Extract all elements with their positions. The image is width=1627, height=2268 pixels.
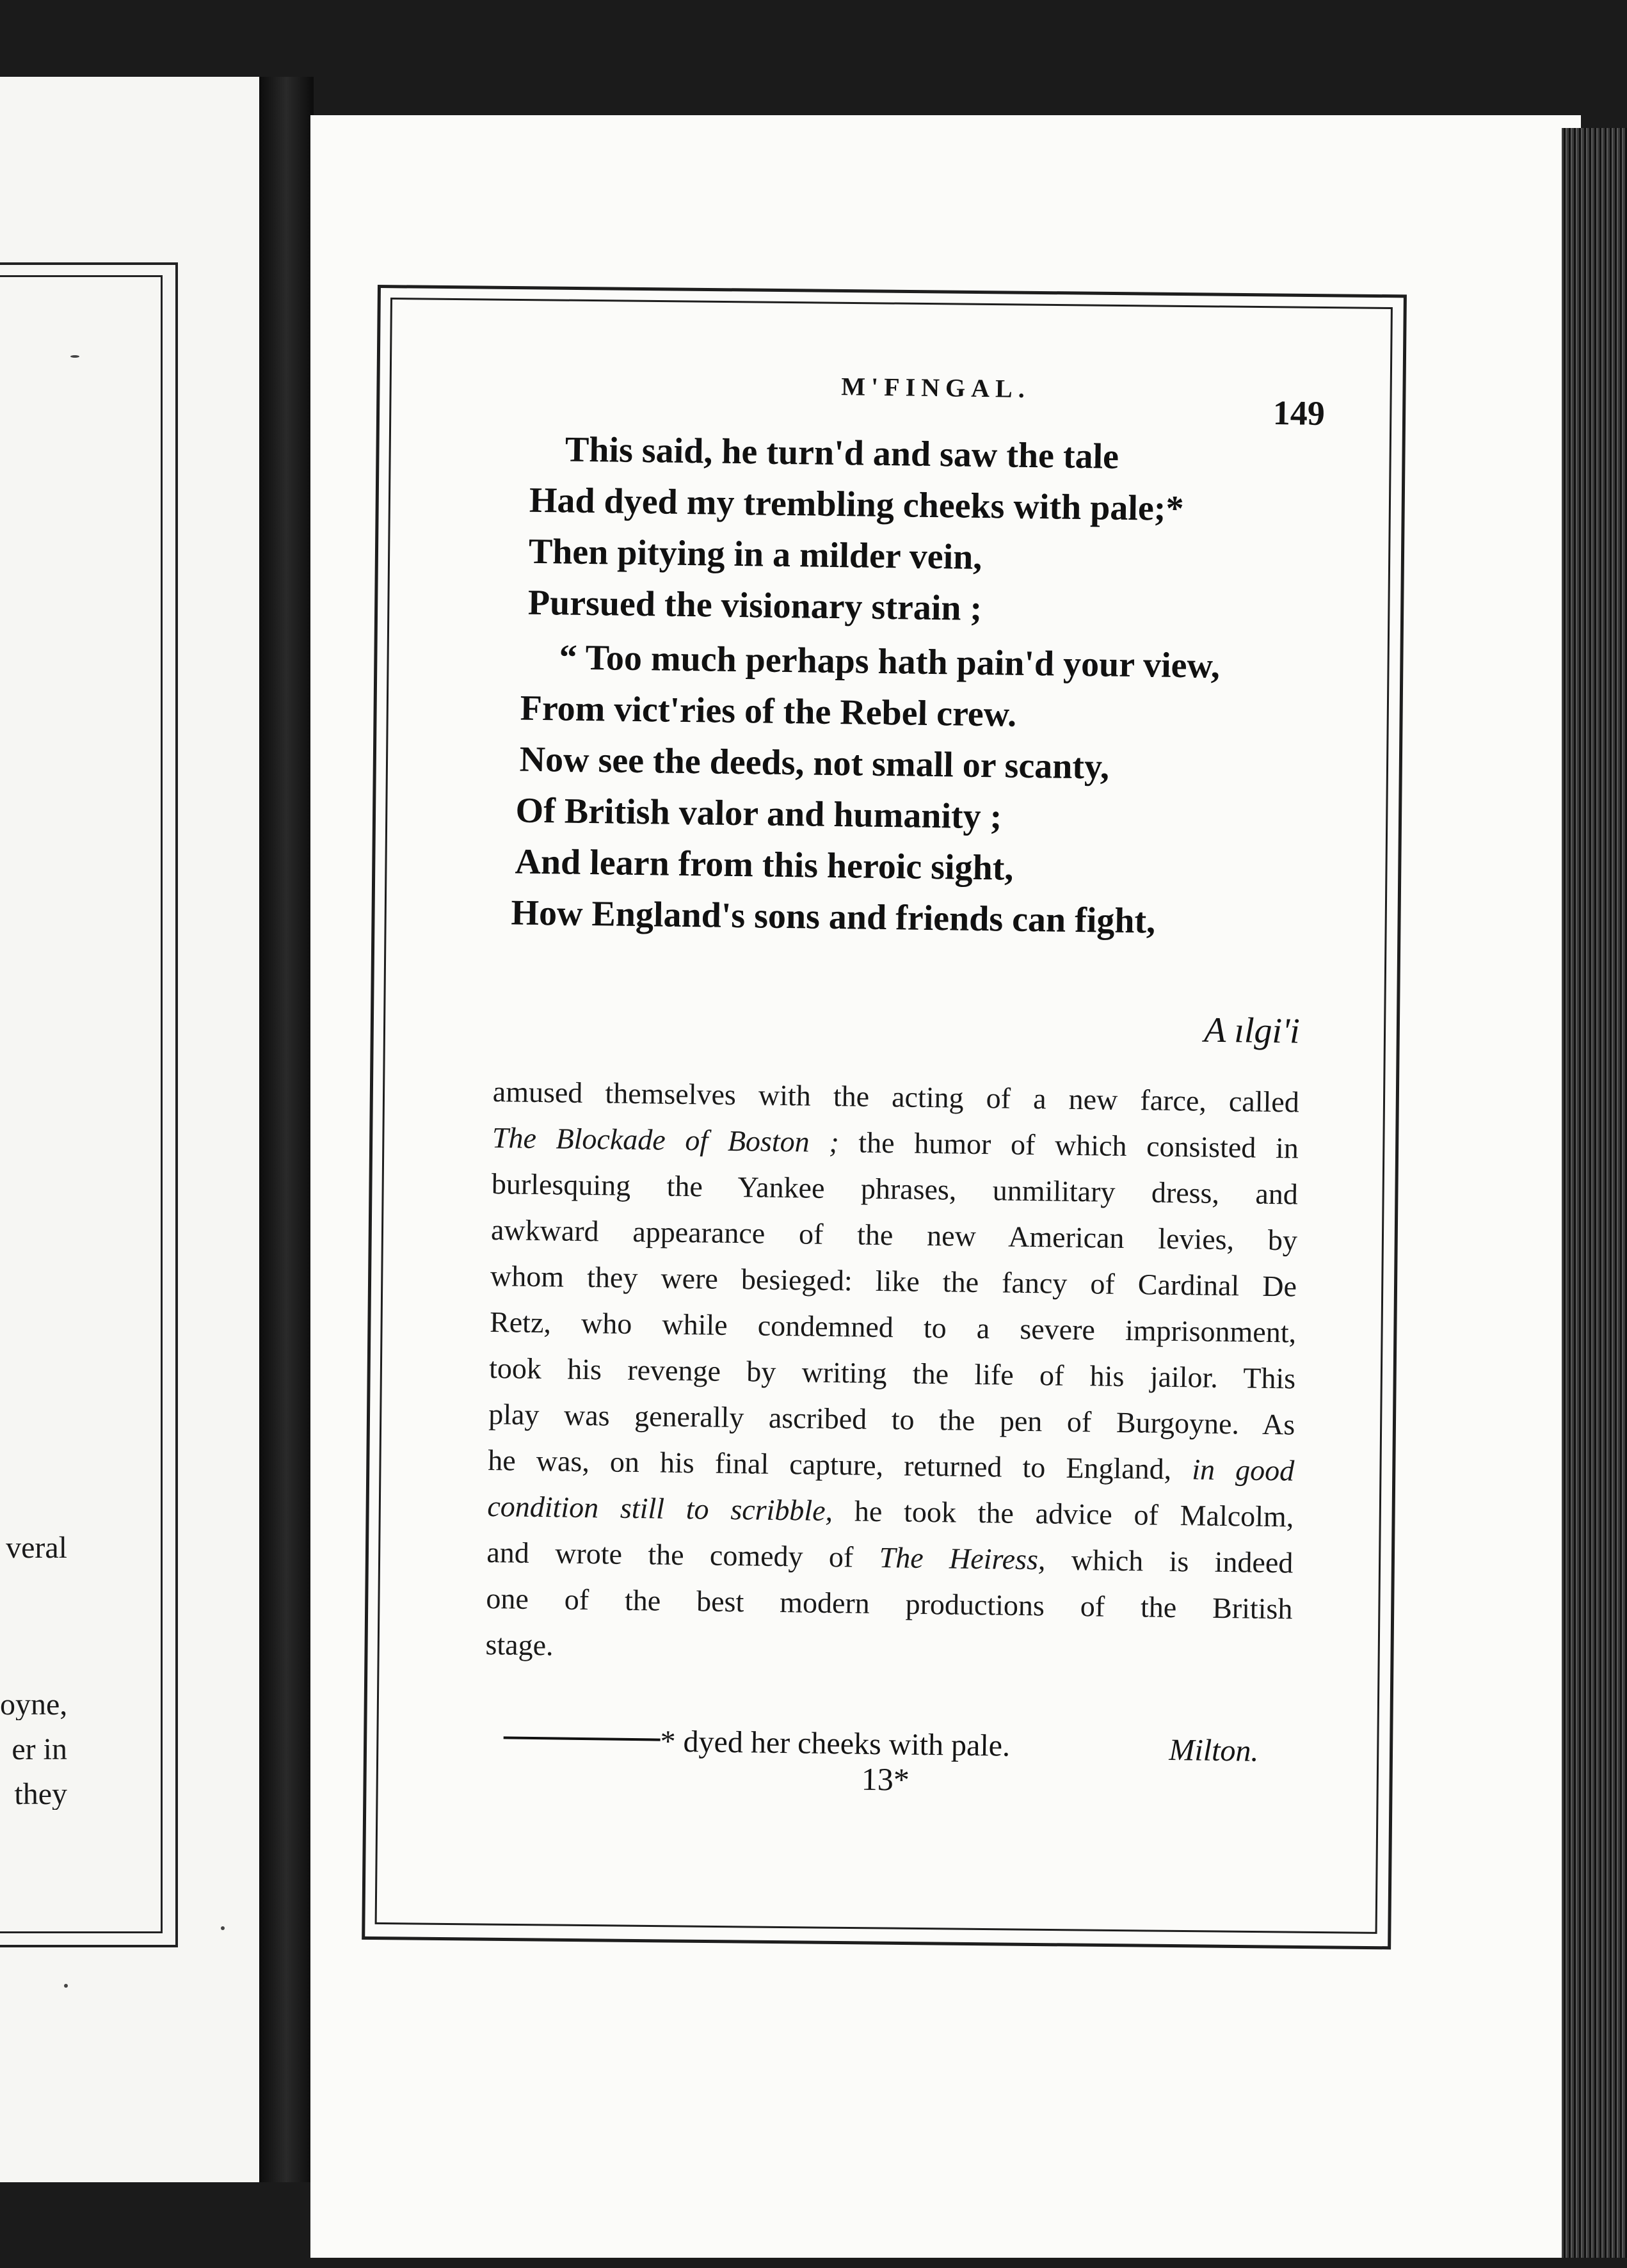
italic-title: The Blockade of Boston ; xyxy=(492,1121,840,1159)
ink-speck xyxy=(64,1984,68,1988)
note-line: whom they were besieged: like the fancy of Cardinal De xyxy=(490,1259,1297,1303)
verse-line: And learn from this heroic sight, xyxy=(515,842,1014,888)
note-line: The Blockade of Boston ; the humor of which consisted in xyxy=(492,1121,1299,1165)
running-head: M'FINGAL. xyxy=(841,372,1031,403)
verse-line: This said, he turn'd and saw the tale xyxy=(565,429,1119,477)
catchword: A ılgi'i xyxy=(1203,1010,1301,1051)
verse-line: Now see the deeds, not small or scanty, xyxy=(519,739,1110,787)
footnote-source: Milton. xyxy=(1169,1732,1259,1768)
footnote-rule xyxy=(504,1736,661,1741)
italic-phrase: condition still to scribble, xyxy=(487,1490,833,1528)
verse-line: Had dyed my trembling cheeks with pale;* xyxy=(529,480,1184,529)
note-line: condition still to scribble, he took the advice of Malcolm, xyxy=(487,1490,1294,1533)
note-line: amused themselves with the acting of a new farce, called xyxy=(492,1075,1300,1119)
facing-page-text-fragment: veral xyxy=(6,1533,67,1563)
note-line: took his revenge by writing the life of his jailor. This xyxy=(488,1352,1296,1395)
verse-line: Pursued the visionary strain ; xyxy=(527,582,982,628)
verse-line: “ Too much perhaps hath pain'd your view, xyxy=(559,637,1221,686)
page-number: 149 xyxy=(1272,393,1326,433)
note-line: and wrote the comedy of The Heiress, which is indeed xyxy=(486,1536,1294,1579)
verse-line: Then pitying in a milder vein, xyxy=(528,531,982,577)
note-line: stage. xyxy=(485,1627,554,1662)
footnote: * dyed her cheeks with pale. xyxy=(660,1724,1011,1763)
italic-phrase: in good xyxy=(1192,1453,1295,1487)
note-line: awkward appearance of the new American levies, by xyxy=(490,1213,1298,1257)
note-line: he was, on his final capture, returned to England, in good xyxy=(488,1444,1295,1487)
facing-page-text-fragment: they xyxy=(14,1779,67,1810)
note-line: Retz, who while condemned to a severe imprisonment, xyxy=(489,1306,1297,1349)
facing-page-text-fragment: oyne, xyxy=(0,1689,67,1720)
facing-page-text-fragment: er in xyxy=(12,1734,67,1765)
note-line: burlesquing the Yankee phrases, unmilitary dress, and xyxy=(491,1167,1299,1211)
ink-speck xyxy=(221,1926,225,1930)
verse-line: From vict'ries of the Rebel crew. xyxy=(520,688,1017,735)
italic-title: The Heiress, xyxy=(879,1541,1046,1576)
note-line: one of the best modern productions of the British xyxy=(486,1581,1293,1625)
verse-line: How England's sons and friends can fight, xyxy=(511,893,1156,941)
signature-mark: 13* xyxy=(861,1761,910,1798)
verse-line: Of British valor and humanity ; xyxy=(515,790,1002,837)
ink-speck xyxy=(70,355,79,358)
note-line: play was generally ascribed to the pen of Burgoyne. As xyxy=(488,1398,1295,1441)
